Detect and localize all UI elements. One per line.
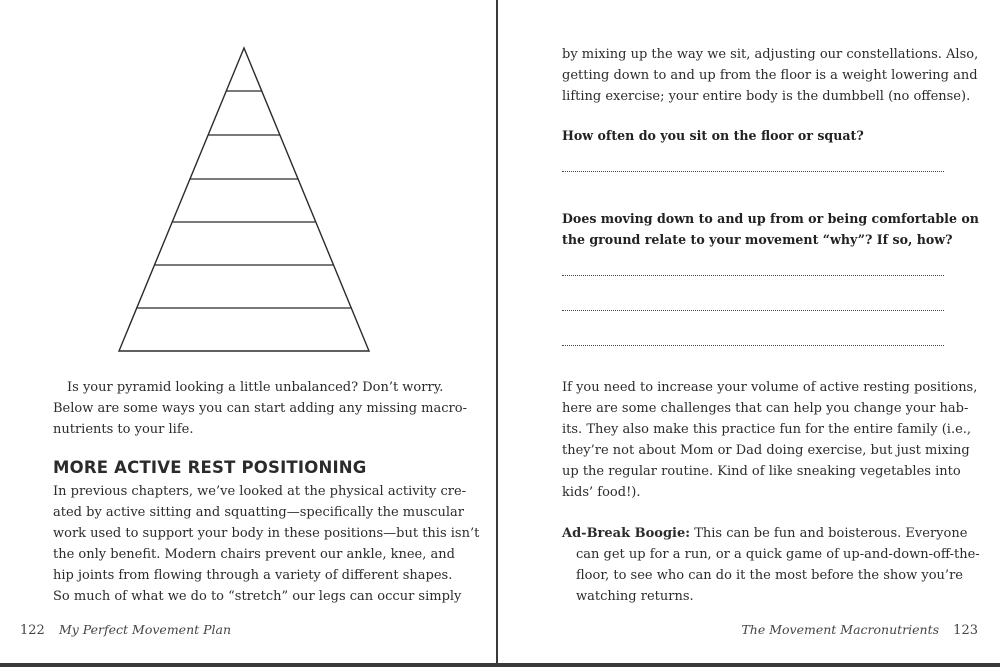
chapter-title: The Movement Macronutrients	[741, 622, 940, 637]
body-line: getting down to and up from the floor is a weight lowering and	[562, 68, 978, 83]
section-heading: MORE ACTIVE REST POSITIONING	[53, 458, 367, 477]
body-line: by mixing up the way we sit, adjusting our constellations. Also,	[562, 47, 979, 62]
answer-line[interactable]	[562, 310, 944, 311]
body-line: here are some challenges that can help you change your hab-	[562, 401, 969, 416]
intro-paragraph	[53, 377, 467, 440]
body-line: hip joints from flowing through a variety of different shapes.	[53, 568, 453, 583]
body-line: lifting exercise; your entire body is the dumbbell (no offense).	[562, 89, 971, 104]
intro-line: Below are some ways you can start adding any missing macro-	[53, 401, 467, 416]
page-number: 123	[953, 623, 978, 638]
intro-line: nutrients to your life.	[53, 422, 194, 437]
question-line: Does moving down to and up from or being comfortable on	[562, 211, 979, 226]
book-title: My Perfect Movement Plan	[58, 622, 232, 637]
question-movement-why	[562, 208, 979, 250]
body-line: can get up for a run, or a quick game of up-and-down-off-the-	[576, 547, 980, 562]
pyramid-outline	[119, 48, 369, 351]
body-line: its. They also make this practice fun for the entire family (i.e.,	[562, 422, 972, 437]
question-line: the ground relate to your movement “why”? If so, how?	[562, 232, 953, 247]
question-sit-floor: How often do you sit on the floor or squat?	[562, 128, 864, 143]
body-line: watching returns.	[576, 589, 694, 604]
body-line	[562, 523, 968, 544]
body-line: floor, to see who can do it the most before the show you’re	[576, 568, 963, 583]
body-line: So much of what we do to “stretch” our legs can occur simply	[53, 589, 462, 604]
body-line: If you need to increase your volume of active resting positions,	[562, 380, 978, 395]
ad-break-first-line: This can be fun and boisterous. Everyone	[694, 526, 968, 541]
answer-line[interactable]	[562, 275, 944, 276]
intro-line: Is your pyramid looking a little unbalanced? Don’t worry.	[67, 380, 444, 395]
bottom-edge	[0, 663, 1000, 667]
answer-line[interactable]	[562, 171, 944, 172]
challenge-paragraph	[562, 377, 978, 503]
body-line: In previous chapters, we’ve looked at the physical activity cre-	[53, 484, 467, 499]
continued-paragraph	[562, 44, 979, 107]
ad-break-paragraph	[562, 523, 980, 607]
right-folio	[741, 622, 978, 638]
gutter-line	[496, 0, 498, 667]
page-number: 122	[20, 623, 45, 638]
body-line: kids’ food!).	[562, 485, 641, 500]
body-line: the only benefit. Modern chairs prevent our ankle, knee, and	[53, 547, 455, 562]
body-line: they’re not about Mom or Dad doing exercise, but just mixing	[562, 443, 970, 458]
body-line: work used to support your body in these positions—but this isn’t	[53, 526, 480, 541]
ad-break-term: Ad-Break Boogie:	[562, 526, 691, 541]
body-line: up the regular routine. Kind of like sneaking vegetables into	[562, 464, 961, 479]
answer-line[interactable]	[562, 345, 944, 346]
left-folio	[20, 622, 231, 638]
pyramid-diagram	[100, 40, 390, 360]
body-line: ated by active sitting and squatting—specifically the muscular	[53, 505, 464, 520]
body-paragraph	[53, 481, 480, 607]
